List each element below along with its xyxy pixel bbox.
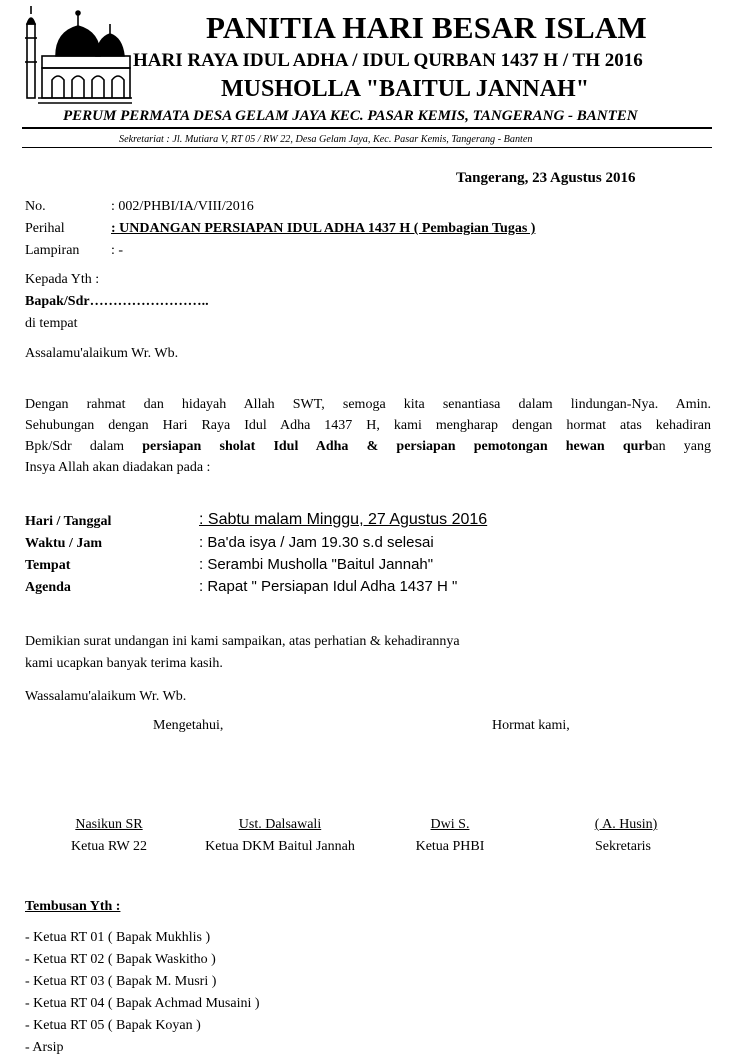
body-line-3-post: an yang [652, 439, 711, 454]
waktu-value: : Ba'da isya / Jam 19.30 s.d selesai [199, 534, 434, 551]
closing-line-2: kami ucapkan banyak terima kasih. [25, 656, 223, 671]
signatory-role-4: Sekretaris [595, 839, 651, 854]
body-line-3-pre: Bpk/Sdr dalam [25, 439, 143, 454]
letterhead-title: PANITIA HARI BESAR ISLAM [206, 10, 647, 45]
perihal-value: : UNDANGAN PERSIAPAN IDUL ADHA 1437 H ( Pembagian Tugas ) [111, 221, 536, 236]
cc-item-3: - Ketua RT 03 ( Bapak M. Musri ) [25, 974, 217, 989]
body-line-1: Dengan rahmat dan hidayah Allah SWT, semoga kita senantiasa dalam lindungan-Nya. Amin. [25, 397, 711, 412]
closing-salam: Wassalamu'alaikum Wr. Wb. [25, 689, 187, 704]
tempat-label: Tempat [25, 558, 71, 573]
hari-label: Hari / Tanggal [25, 514, 112, 529]
body-line-3-bold: persiapan sholat Idul Adha & persiapan pemotongan hewan qurb [142, 439, 653, 454]
tempat-value: : Serambi Musholla "Baitul Jannah" [199, 556, 434, 573]
agenda-value: : Rapat " Persiapan Idul Adha 1437 H " [199, 578, 458, 595]
letterhead-divider [22, 127, 712, 129]
cc-title: Tembusan Yth : [25, 899, 121, 914]
signatory-name-3: Dwi S. [430, 817, 470, 832]
signatory-name-1: Nasikun SR [75, 817, 143, 832]
no-label: No. [25, 199, 46, 214]
hari-value: : Sabtu malam Minggu, 27 Agustus 2016 [199, 511, 488, 528]
mengetahui: Mengetahui, [153, 718, 224, 733]
cc-item-5: - Ketua RT 05 ( Bapak Koyan ) [25, 1018, 201, 1033]
body-line-3 [25, 436, 711, 458]
recipient-place: di tempat [25, 316, 78, 331]
perihal-label: Perihal [25, 221, 65, 236]
recipient-kepada: Kepada Yth : [25, 272, 100, 287]
letterhead-divider-bottom [22, 147, 712, 148]
no-value: : 002/PHBI/IA/VIII/2016 [111, 199, 254, 214]
signatory-name-2: Ust. Dalsawali [238, 817, 322, 832]
cc-item-2: - Ketua RT 02 ( Bapak Waskitho ) [25, 952, 216, 967]
body-line-2: Sehubungan dengan Hari Raya Idul Adha 1437 H, kami mengharap dengan hormat atas kehadiran [25, 418, 711, 433]
letterhead-subtitle: HARI RAYA IDUL ADHA / IDUL QURBAN 1437 H / TH 2016 [133, 50, 643, 71]
signatory-role-2: Ketua DKM Baitul Jannah [205, 839, 355, 854]
lampiran-label: Lampiran [25, 243, 80, 258]
letterhead-organization: MUSHOLLA "BAITUL JANNAH" [221, 76, 590, 102]
signatory-name-4: ( A. Husin) [594, 817, 658, 832]
place-date: Tangerang, 23 Agustus 2016 [456, 170, 636, 186]
body-line-4: Insya Allah akan diadakan pada : [25, 460, 211, 475]
waktu-label: Waktu / Jam [25, 536, 103, 551]
mosque-logo [22, 4, 134, 110]
cc-item-1: - Ketua RT 01 ( Bapak Mukhlis ) [25, 930, 211, 945]
signatory-role-1: Ketua RW 22 [71, 839, 147, 854]
cc-item-4: - Ketua RT 04 ( Bapak Achmad Musaini ) [25, 996, 260, 1011]
letterhead-secretariat: Sekretariat : Jl. Mutiara V, RT 05 / RW 22, Desa Gelam Jaya, Kec. Pasar Kemis, Tangerang - Banten [119, 134, 533, 145]
hormat-kami: Hormat kami, [492, 718, 570, 733]
lampiran-value: : - [111, 243, 124, 258]
letterhead-address: PERUM PERMATA DESA GELAM JAYA KEC. PASAR KEMIS, TANGERANG - BANTEN [63, 108, 638, 124]
signatory-role-3: Ketua PHBI [415, 839, 485, 854]
cc-item-6: - Arsip [25, 1040, 64, 1055]
closing-line-1: Demikian surat undangan ini kami sampaikan, atas perhatian & kehadirannya [25, 634, 460, 649]
agenda-label: Agenda [25, 580, 71, 595]
greeting: Assalamu'alaikum Wr. Wb. [25, 346, 179, 361]
recipient-name: Bapak/Sdr…………………….. [25, 294, 209, 309]
